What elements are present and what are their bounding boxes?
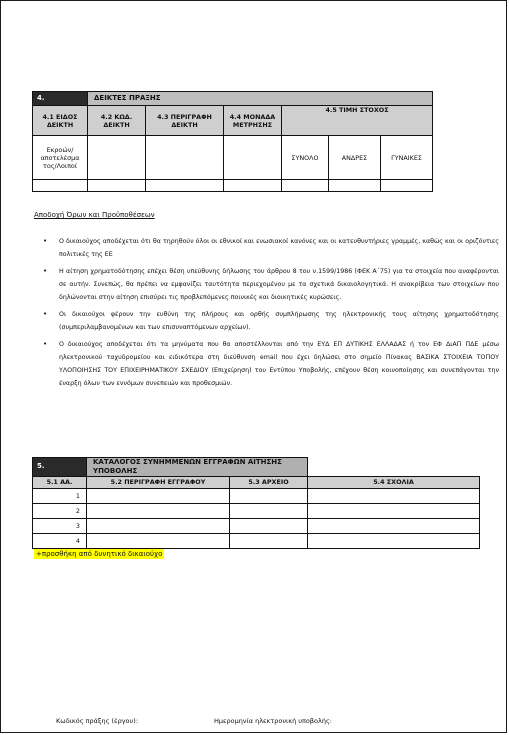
total-value-cell[interactable] [282, 180, 329, 192]
row-number: 3 [33, 518, 87, 533]
indicator-type-cell: Εκροών/ αποτελέσμα τος/Λοιποί [33, 136, 88, 180]
header-aa: 5.1 ΑΑ. [33, 476, 87, 488]
terms-item-text: Ο δικαιούχος αποδέχεται ότι τα μηνύματα που θα αποστέλλονται από την ΕΥΔ ΕΠ ΔΥΤΙΚΗΣ ΕΛΛΑΔΑΣ ή τον ΕΦ ΔιΑΠ ΠΔΕ μέσω ηλεκτρονικού ταχυδρομείου και ειδικότερα στη διεύθυνση email που έχει δηλώσει στο σημείο Πίνακας ΒΑΣΙΚΑ ΣΤΟΙΧΕΙΑ ΤΟΠΟΥ ΥΛΟΠΟΙΗΣΗΣ ΤΟΥ ΕΠΙΧΕΙΡΗΜΑΤΙΚΟΥ ΣΧΕΔΙΟΥ (Επιχείρηση) του Εντύπου Υποβολής, επέχουν θέση κοινοποίησης και συνεπάγονται την έναρξη όλων των εννόμων συνεπειών και προθεσμιών. [59, 341, 499, 387]
indicator-code-cell[interactable] [88, 136, 146, 180]
indicators-table [32, 91, 433, 192]
bullet-icon: • [43, 310, 48, 318]
terms-item [43, 308, 499, 334]
bullet-icon: • [43, 267, 48, 275]
subheader-men: ΑΝΔΡΕΣ [329, 136, 381, 180]
terms-item [43, 265, 499, 304]
add-by-beneficiary-note: +προσθήκη από δυνητικό δικαιούχο [36, 550, 163, 558]
section5-title: ΚΑΤΑΛΟΓΟΣ ΣΥΝΗΜΜΕΝΩΝ ΕΓΓΡΑΦΩΝ ΑΙΤΗΣΗΣ ΥΠΟΒΟΛΗΣ [87, 458, 308, 477]
submission-date-label: Ημερομηνία ηλεκτρονική υποβολής: [214, 717, 332, 725]
document-description-cell[interactable] [87, 503, 230, 518]
project-code-label: Κωδικός πράξης (έργου): [56, 717, 139, 725]
comments-cell[interactable] [308, 503, 480, 518]
empty-cell[interactable] [33, 180, 88, 192]
file-cell[interactable] [230, 533, 308, 548]
terms-item-text: Οι δικαιούχοι φέρουν την ευθύνη της πλήρους και ορθής συμπλήρωσης της ηλεκτρονικής τους αίτησης χρηματοδότησης (συμπεριλαμβανομένων και των επισυναπτόμενων αρχείων). [59, 311, 499, 331]
comments-cell[interactable] [308, 533, 480, 548]
comments-cell[interactable] [308, 488, 480, 503]
men-value-cell[interactable] [329, 180, 381, 192]
bullet-icon: • [43, 237, 48, 245]
terms-item [43, 338, 499, 390]
empty-cell[interactable] [88, 180, 146, 192]
row-number: 4 [33, 533, 87, 548]
header-target-value: 4.5 ΤΙΜΗ ΣΤΟΧΟΣ [282, 106, 433, 136]
header-indicator-type: 4.1 ΕΙΔΟΣ ΔΕΙΚΤΗ [33, 106, 88, 136]
subheader-women: ΓΥΝΑΙΚΕΣ [381, 136, 433, 180]
section5-number: 5. [33, 458, 87, 477]
empty-header-space [308, 458, 480, 477]
header-file: 5.3 ΑΡΧΕΙΟ [230, 476, 308, 488]
terms-item-text: Η αίτηση χρηματοδότησης επέχει θέση υπεύθυνης δήλωσης του άρθρου 8 του ν.1599/1986 (ΦΕΚ Α΄75) για τα στοιχεία που αναφέρονται σε αυτήν. Συνεπώς, θα πρέπει να εμφανίζει ταυτότητα περιεχομένου με τα σχετικά δικαιολογητικά. Η ανακρίβεια των στοιχείων που δηλώνονται στην αίτηση επισύρει τις προβλεπόμενες ποινικές και διοικητικές κυρώσεις. [59, 268, 499, 301]
bullet-icon: • [43, 340, 48, 348]
section4-number: 4. [33, 92, 88, 106]
file-cell[interactable] [230, 503, 308, 518]
file-cell[interactable] [230, 518, 308, 533]
subheader-total: ΣΥΝΟΛΟ [282, 136, 329, 180]
women-value-cell[interactable] [381, 180, 433, 192]
terms-item [43, 235, 499, 261]
header-document-description: 5.2 ΠΕΡΙΓΡΑΦΗ ΕΓΓΡΑΦΟΥ [87, 476, 230, 488]
header-indicator-description: 4.3 ΠΕΡΙΓΡΑΦΗ ΔΕΙΚΤΗ [146, 106, 224, 136]
header-indicator-code: 4.2 ΚΩΔ. ΔΕΙΚΤΗ [88, 106, 146, 136]
row-number: 1 [33, 488, 87, 503]
indicator-description-cell[interactable] [146, 136, 224, 180]
comments-cell[interactable] [308, 518, 480, 533]
empty-cell[interactable] [146, 180, 224, 192]
empty-cell[interactable] [224, 180, 282, 192]
measurement-unit-cell[interactable] [224, 136, 282, 180]
header-measurement-unit: 4.4 ΜΟΝΑΔΑ ΜΕΤΡΗΣΗΣ [224, 106, 282, 136]
terms-list [41, 235, 499, 394]
attachments-table [32, 457, 480, 549]
file-cell[interactable] [230, 488, 308, 503]
document-description-cell[interactable] [87, 533, 230, 548]
terms-title: Αποδοχή Όρων και Προϋποθέσεων [34, 211, 155, 219]
row-number: 2 [33, 503, 87, 518]
document-description-cell[interactable] [87, 488, 230, 503]
section4-title: ΔΕΙΚΤΕΣ ΠΡΑΞΗΣ [88, 92, 433, 106]
terms-item-text: Ο δικαιούχος αποδέχεται ότι θα τηρηθούν όλοι οι εθνικοί και ενωσιακοί κανόνες και οι κατευθυντήριες γραμμές, καθώς και οι οριζόντιες πολιτικές της ΕΕ [59, 238, 499, 258]
header-comments: 5.4 ΣΧΟΛΙΑ [308, 476, 480, 488]
document-description-cell[interactable] [87, 518, 230, 533]
